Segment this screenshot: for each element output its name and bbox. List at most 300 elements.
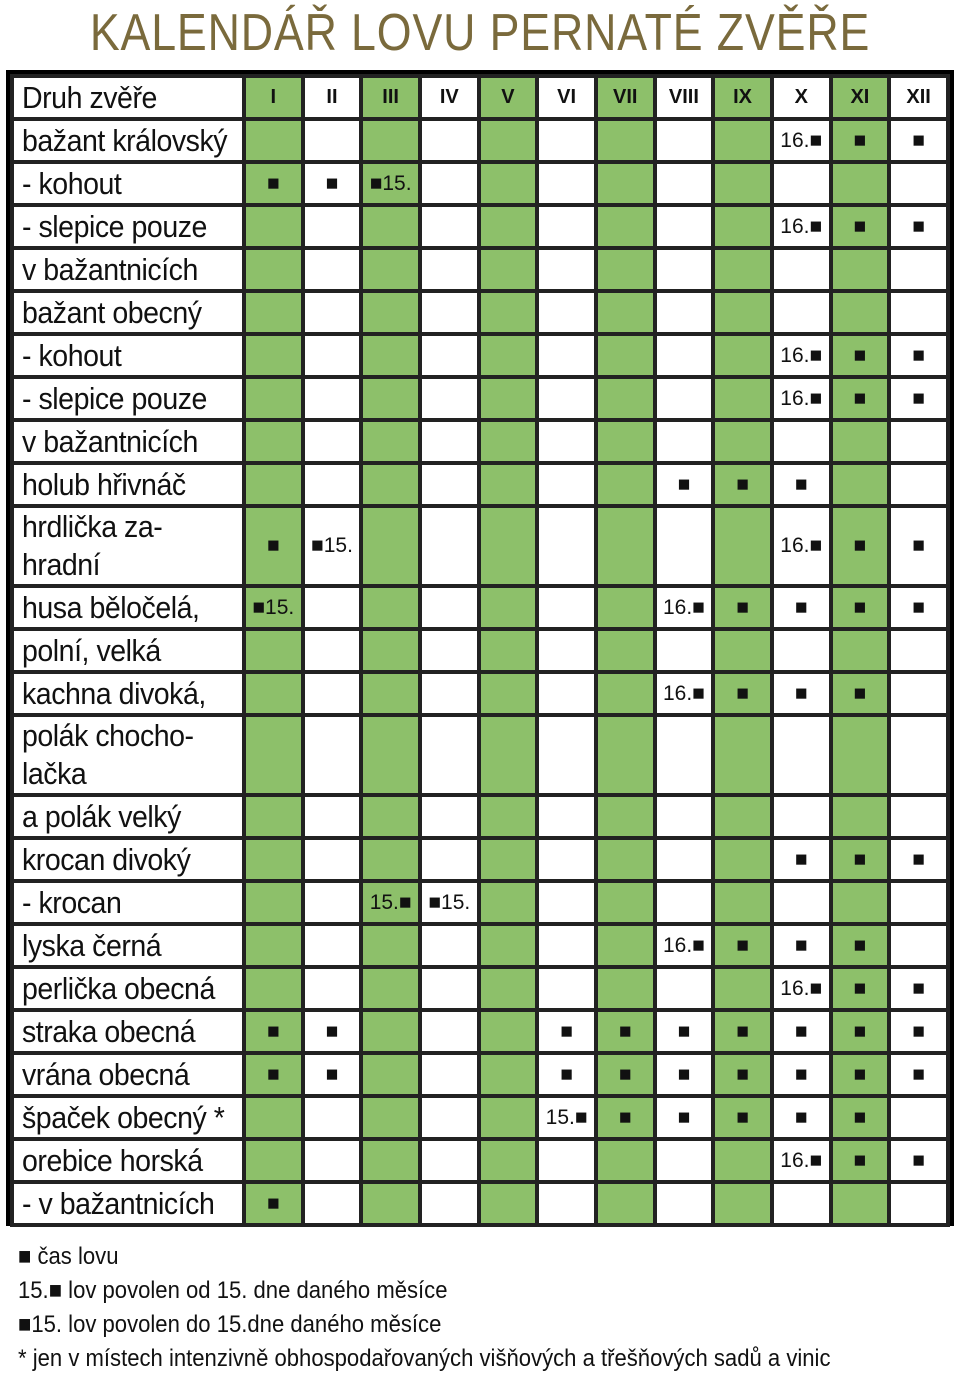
month-cell (537, 506, 596, 586)
month-cell: ■15. (244, 586, 303, 629)
month-cell (655, 205, 714, 248)
month-cell (361, 205, 420, 248)
month-cell (596, 586, 655, 629)
month-cell (537, 795, 596, 838)
month-cell (596, 463, 655, 506)
month-cell (655, 967, 714, 1010)
month-cell (361, 672, 420, 715)
month-cell (420, 795, 479, 838)
month-cell (889, 162, 948, 205)
month-cell: ■ (831, 506, 890, 586)
species-name: - slepice pouze (12, 377, 244, 420)
table-row (12, 334, 948, 377)
month-cell (479, 463, 538, 506)
month-cell: ■ (772, 586, 831, 629)
month-cell (655, 119, 714, 162)
month-cell (479, 967, 538, 1010)
month-cell (479, 1182, 538, 1225)
month-cell: ■ (244, 162, 303, 205)
month-cell (479, 377, 538, 420)
month-cell (479, 838, 538, 881)
month-cell (479, 205, 538, 248)
table-row (12, 967, 948, 1010)
legend-item: * jen v místech intenzivně obhospodařovaných višňových a třešňových sadů a vinic (18, 1345, 831, 1372)
month-cell (361, 291, 420, 334)
species-name: husa běločelá, (12, 586, 244, 629)
month-cell (303, 334, 362, 377)
month-cell (713, 967, 772, 1010)
month-cell (713, 838, 772, 881)
month-cell (655, 629, 714, 672)
month-cell (596, 1139, 655, 1182)
month-cell (479, 420, 538, 463)
month-cell: ■ (596, 1010, 655, 1053)
month-cell (772, 1182, 831, 1225)
month-cell (361, 629, 420, 672)
species-name: kachna divoká, (12, 672, 244, 715)
month-cell (537, 248, 596, 291)
month-cell: 16.■ (772, 506, 831, 586)
month-cell (479, 629, 538, 672)
month-cell (361, 334, 420, 377)
month-cell (596, 248, 655, 291)
month-cell: ■ (831, 1053, 890, 1096)
month-cell (479, 924, 538, 967)
month-cell: ■ (831, 1139, 890, 1182)
month-cell (655, 715, 714, 795)
month-cell: ■ (889, 334, 948, 377)
month-cell (303, 715, 362, 795)
month-cell (596, 119, 655, 162)
month-cell (889, 463, 948, 506)
table-row (12, 248, 948, 291)
month-cell (889, 248, 948, 291)
month-cell (479, 506, 538, 586)
month-cell (361, 1139, 420, 1182)
month-cell: 15.■ (361, 881, 420, 924)
month-cell (420, 924, 479, 967)
month-cell (303, 924, 362, 967)
month-cell (831, 629, 890, 672)
month-cell (889, 924, 948, 967)
month-cell: ■ (537, 1010, 596, 1053)
month-cell (361, 924, 420, 967)
month-cell (655, 334, 714, 377)
month-cell (831, 1182, 890, 1225)
table-row (12, 881, 948, 924)
month-cell (420, 506, 479, 586)
month-cell: 16.■ (772, 119, 831, 162)
month-cell (361, 119, 420, 162)
month-cell (537, 838, 596, 881)
month-cell (420, 1182, 479, 1225)
month-cell (655, 881, 714, 924)
month-cell: 15.■ (537, 1096, 596, 1139)
month-cell: ■ (772, 1053, 831, 1096)
month-cell: ■ (772, 1096, 831, 1139)
month-cell (713, 248, 772, 291)
month-cell (361, 586, 420, 629)
species-name: - kohout (12, 162, 244, 205)
month-cell (713, 506, 772, 586)
month-cell (479, 248, 538, 291)
month-cell (889, 291, 948, 334)
header-month: XII (889, 76, 948, 119)
header-month: IV (420, 76, 479, 119)
month-cell: 16.■ (772, 205, 831, 248)
month-cell: ■ (713, 463, 772, 506)
month-cell (596, 420, 655, 463)
month-cell (713, 162, 772, 205)
page-title: KALENDÁŘ LOVU PERNATÉ ZVĚŘE (89, 4, 871, 62)
month-cell (655, 795, 714, 838)
month-cell (655, 1182, 714, 1225)
month-cell: ■ (889, 967, 948, 1010)
species-name: polní, velká (12, 629, 244, 672)
month-cell (420, 1053, 479, 1096)
month-cell (420, 967, 479, 1010)
month-cell: ■ (831, 119, 890, 162)
table-header-row (12, 76, 948, 119)
month-cell: ■ (889, 1139, 948, 1182)
month-cell (537, 420, 596, 463)
month-cell (244, 924, 303, 967)
month-cell (537, 672, 596, 715)
month-cell (889, 629, 948, 672)
month-cell (244, 672, 303, 715)
month-cell (889, 795, 948, 838)
month-cell (831, 881, 890, 924)
month-cell (655, 1139, 714, 1182)
month-cell (537, 629, 596, 672)
month-cell: ■15. (361, 162, 420, 205)
month-cell: ■ (831, 1096, 890, 1139)
month-cell: ■ (831, 377, 890, 420)
month-cell: ■ (244, 506, 303, 586)
species-name: špaček obecný * (12, 1096, 244, 1139)
header-month: II (303, 76, 362, 119)
species-name: v bažantnicích (12, 420, 244, 463)
month-cell: ■ (772, 1010, 831, 1053)
header-species: Druh zvěře (12, 76, 244, 119)
month-cell (420, 1139, 479, 1182)
month-cell: 16.■ (655, 586, 714, 629)
month-cell: 16.■ (772, 377, 831, 420)
month-cell (303, 1139, 362, 1182)
month-cell (655, 248, 714, 291)
month-cell (420, 715, 479, 795)
month-cell (596, 377, 655, 420)
month-cell (244, 205, 303, 248)
month-cell (655, 838, 714, 881)
month-cell (596, 967, 655, 1010)
month-cell (244, 420, 303, 463)
species-name: polák chocho- lačka (12, 715, 244, 795)
month-cell (244, 629, 303, 672)
month-cell (479, 1010, 538, 1053)
month-cell (772, 881, 831, 924)
month-cell (303, 1182, 362, 1225)
month-cell (361, 248, 420, 291)
month-cell (420, 377, 479, 420)
species-name: - kohout (12, 334, 244, 377)
month-cell: 16.■ (655, 924, 714, 967)
month-cell (479, 1139, 538, 1182)
month-cell (713, 1182, 772, 1225)
month-cell (244, 838, 303, 881)
month-cell (537, 334, 596, 377)
table-row (12, 1139, 948, 1182)
month-cell: ■ (772, 672, 831, 715)
month-cell: 16.■ (655, 672, 714, 715)
month-cell (596, 506, 655, 586)
month-cell (537, 967, 596, 1010)
species-name: lyska černá (12, 924, 244, 967)
month-cell (361, 838, 420, 881)
month-cell: ■ (889, 377, 948, 420)
month-cell (361, 1096, 420, 1139)
month-cell: ■ (713, 586, 772, 629)
month-cell (361, 715, 420, 795)
month-cell (361, 420, 420, 463)
month-cell: ■ (831, 924, 890, 967)
month-cell: ■ (831, 672, 890, 715)
month-cell (303, 463, 362, 506)
month-cell (596, 205, 655, 248)
month-cell: ■ (831, 334, 890, 377)
month-cell: ■ (889, 205, 948, 248)
legend-item: ■15. lov povolen do 15.dne daného měsíce (18, 1311, 442, 1338)
month-cell: ■ (655, 463, 714, 506)
month-cell: ■ (713, 924, 772, 967)
table-row (12, 1182, 948, 1225)
species-name: - slepice pouze (12, 205, 244, 248)
month-cell (772, 715, 831, 795)
month-cell: 16.■ (772, 334, 831, 377)
month-cell (596, 924, 655, 967)
month-cell (244, 334, 303, 377)
month-cell (596, 162, 655, 205)
month-cell: ■ (303, 1053, 362, 1096)
table-row (12, 420, 948, 463)
table-row (12, 1096, 948, 1139)
month-cell (889, 881, 948, 924)
month-cell (537, 205, 596, 248)
month-cell (420, 838, 479, 881)
month-cell (713, 629, 772, 672)
month-cell (537, 119, 596, 162)
table-row (12, 672, 948, 715)
month-cell (303, 838, 362, 881)
month-cell (772, 291, 831, 334)
month-cell: ■ (831, 838, 890, 881)
month-cell: ■ (772, 838, 831, 881)
month-cell (831, 420, 890, 463)
month-cell (713, 119, 772, 162)
month-cell (303, 629, 362, 672)
month-cell (361, 377, 420, 420)
month-cell: ■ (655, 1053, 714, 1096)
month-cell: 16.■ (772, 967, 831, 1010)
month-cell (420, 248, 479, 291)
month-cell (479, 1053, 538, 1096)
month-cell (303, 205, 362, 248)
month-cell (889, 420, 948, 463)
month-cell (244, 377, 303, 420)
month-cell (303, 672, 362, 715)
species-name: - krocan (12, 881, 244, 924)
month-cell (420, 162, 479, 205)
month-cell (889, 715, 948, 795)
month-cell (537, 291, 596, 334)
month-cell (655, 420, 714, 463)
month-cell (596, 629, 655, 672)
month-cell (361, 506, 420, 586)
header-month: IX (713, 76, 772, 119)
month-cell (244, 119, 303, 162)
table-row (12, 924, 948, 967)
month-cell (244, 1096, 303, 1139)
species-name: hrdlička za- hradní (12, 506, 244, 586)
species-name: straka obecná (12, 1010, 244, 1053)
month-cell: ■ (713, 1053, 772, 1096)
month-cell (889, 672, 948, 715)
species-name: vrána obecná (12, 1053, 244, 1096)
month-cell (655, 291, 714, 334)
month-cell (537, 1182, 596, 1225)
month-cell: ■ (889, 586, 948, 629)
header-month: I (244, 76, 303, 119)
table-row (12, 1010, 948, 1053)
month-cell (479, 672, 538, 715)
month-cell (772, 248, 831, 291)
month-cell (361, 463, 420, 506)
month-cell (537, 881, 596, 924)
month-cell (537, 1139, 596, 1182)
table-row (12, 795, 948, 838)
month-cell (479, 291, 538, 334)
month-cell (596, 1182, 655, 1225)
month-cell (244, 1139, 303, 1182)
month-cell: ■ (655, 1096, 714, 1139)
month-cell (889, 1096, 948, 1139)
month-cell: 16.■ (772, 1139, 831, 1182)
legend-item: 15.■ lov povolen od 15. dne daného měsíce (18, 1277, 448, 1304)
month-cell (537, 377, 596, 420)
month-cell (303, 795, 362, 838)
month-cell (420, 291, 479, 334)
month-cell (361, 967, 420, 1010)
header-month: III (361, 76, 420, 119)
month-cell (244, 795, 303, 838)
table-row (12, 162, 948, 205)
month-cell (420, 629, 479, 672)
month-cell (479, 795, 538, 838)
month-cell (420, 119, 479, 162)
month-cell: ■ (713, 1096, 772, 1139)
month-cell (303, 248, 362, 291)
month-cell (596, 881, 655, 924)
month-cell (831, 795, 890, 838)
month-cell: ■15. (303, 506, 362, 586)
month-cell: ■ (889, 119, 948, 162)
month-cell (479, 119, 538, 162)
month-cell (655, 162, 714, 205)
month-cell: ■ (889, 506, 948, 586)
month-cell (713, 715, 772, 795)
month-cell (479, 1096, 538, 1139)
month-cell: ■ (831, 586, 890, 629)
month-cell (303, 1096, 362, 1139)
species-name: bažant královský (12, 119, 244, 162)
month-cell (596, 795, 655, 838)
species-name: v bažantnicích (12, 248, 244, 291)
table-row (12, 629, 948, 672)
month-cell (479, 586, 538, 629)
month-cell (713, 795, 772, 838)
month-cell (244, 967, 303, 1010)
month-cell (244, 248, 303, 291)
month-cell (479, 715, 538, 795)
month-cell (831, 248, 890, 291)
month-cell: ■ (303, 1010, 362, 1053)
month-cell (831, 463, 890, 506)
month-cell (713, 377, 772, 420)
month-cell (772, 629, 831, 672)
month-cell (713, 1139, 772, 1182)
month-cell (361, 1010, 420, 1053)
month-cell (303, 291, 362, 334)
month-cell (831, 162, 890, 205)
month-cell (537, 715, 596, 795)
month-cell (244, 881, 303, 924)
month-cell (420, 672, 479, 715)
month-cell: ■ (831, 967, 890, 1010)
month-cell (303, 586, 362, 629)
header-month: X (772, 76, 831, 119)
species-name: holub hřivnáč (12, 463, 244, 506)
month-cell: ■15. (420, 881, 479, 924)
table-row (12, 506, 948, 586)
month-cell (303, 420, 362, 463)
table-row (12, 1053, 948, 1096)
month-cell (479, 334, 538, 377)
month-cell (713, 881, 772, 924)
table-row (12, 291, 948, 334)
month-cell (420, 1010, 479, 1053)
month-cell (713, 334, 772, 377)
month-cell (479, 881, 538, 924)
month-cell (831, 291, 890, 334)
month-cell: ■ (655, 1010, 714, 1053)
month-cell (420, 205, 479, 248)
header-month: VII (596, 76, 655, 119)
species-name: bažant obecný (12, 291, 244, 334)
month-cell (655, 377, 714, 420)
month-cell (596, 672, 655, 715)
month-cell (303, 967, 362, 1010)
month-cell (420, 586, 479, 629)
header-month: XI (831, 76, 890, 119)
month-cell: ■ (303, 162, 362, 205)
species-name: perlička obecná (12, 967, 244, 1010)
month-cell: ■ (596, 1053, 655, 1096)
month-cell (596, 291, 655, 334)
month-cell (361, 1053, 420, 1096)
month-cell (713, 291, 772, 334)
month-cell (361, 795, 420, 838)
month-cell: ■ (831, 1010, 890, 1053)
